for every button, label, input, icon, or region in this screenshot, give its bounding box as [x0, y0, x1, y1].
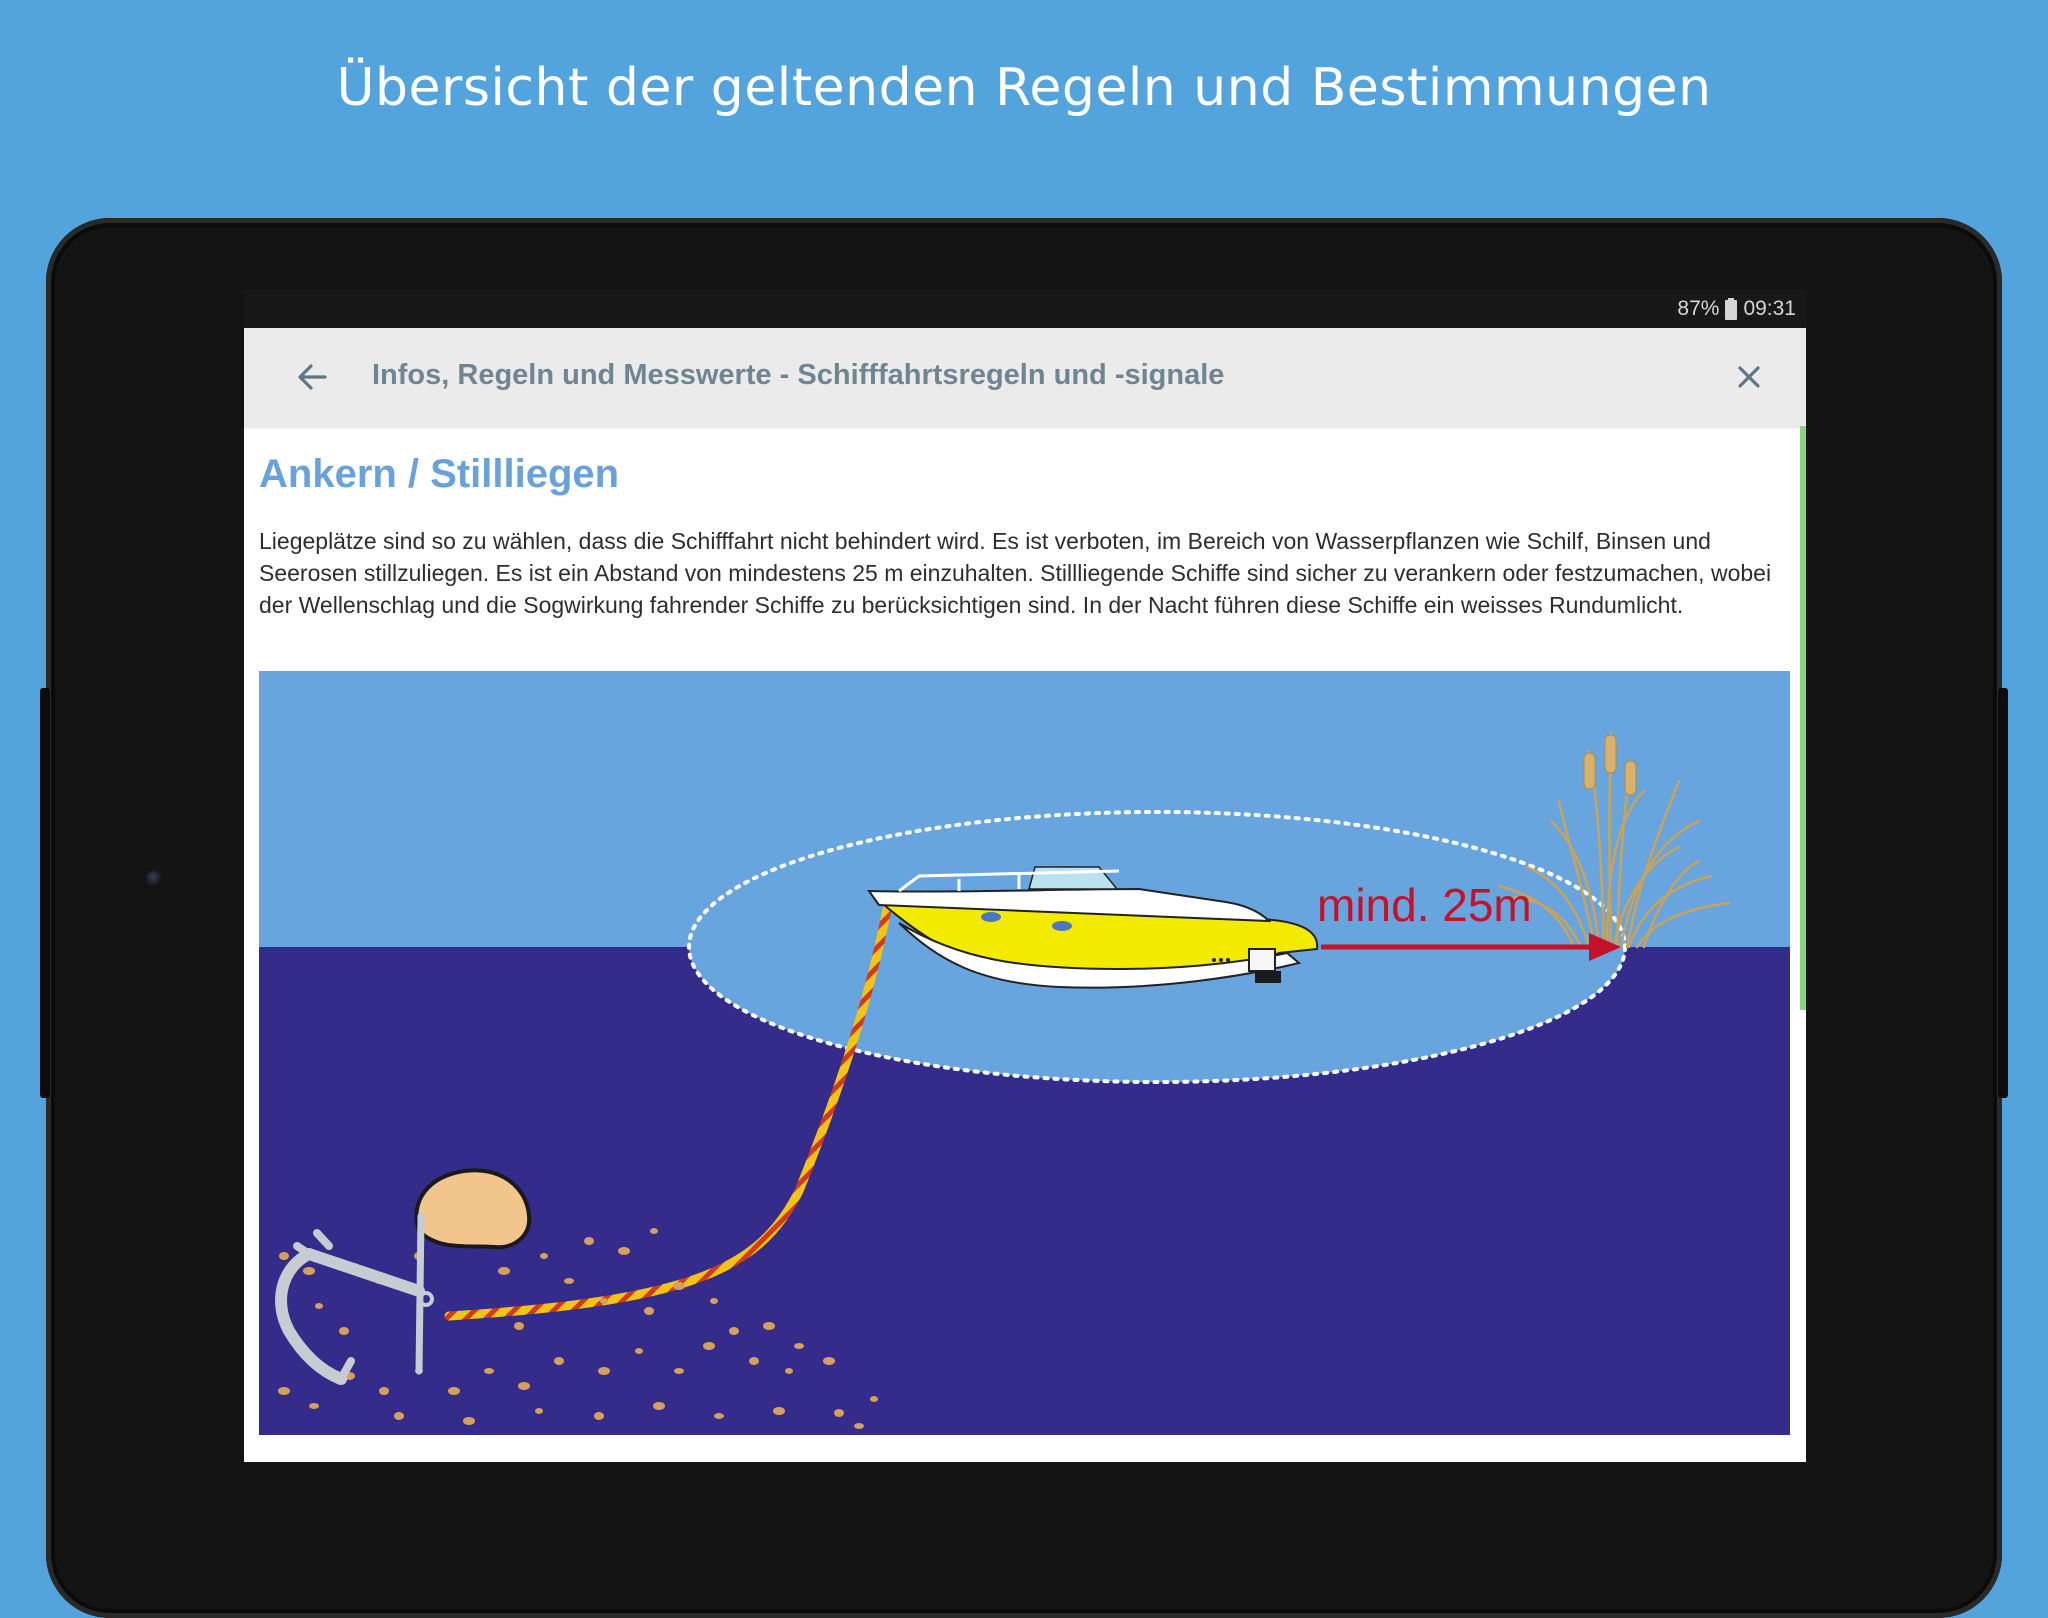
scroll-indicator[interactable]	[1800, 426, 1806, 1010]
close-button[interactable]	[1730, 358, 1768, 396]
clock: 09:31	[1743, 297, 1796, 320]
battery-percent: 87%	[1677, 297, 1720, 320]
volume-button	[40, 688, 50, 1098]
distance-label: mind. 25m	[1317, 879, 1532, 931]
article-title: Ankern / Stillliegen	[259, 452, 620, 496]
promo-headline: Übersicht der geltenden Regeln und Bestimmungen	[336, 58, 1712, 118]
seabed-rock	[416, 1170, 529, 1247]
app-bar-title: Infos, Regeln und Messwerte - Schifffahrtsregeln und -signale	[372, 359, 1225, 391]
front-camera	[146, 870, 164, 888]
close-icon	[1730, 358, 1768, 396]
device-screen	[244, 290, 1806, 1462]
arrow-left-icon	[292, 357, 332, 397]
power-button	[1998, 688, 2008, 1098]
battery-icon	[1725, 298, 1737, 320]
anchoring-illustration	[259, 671, 1790, 1435]
app-bar	[244, 328, 1806, 426]
status-bar	[244, 290, 1806, 328]
article-content[interactable]	[244, 426, 1806, 1462]
back-button[interactable]	[292, 357, 332, 397]
status-indicators	[1677, 297, 1796, 321]
article-body: Liegeplätze sind so zu wählen, dass die Schifffahrt nicht behindert wird. Es ist verboten, im Bereich von Wasserpflanzen wie Schilf, Binsen und Seerosen stillzuliegen. Es ist ein Abstand von mindestens 25 m einzuhalten. Stillliegende Schiffe sind sicher zu verankern oder festzumachen, wobei der Wellenschlag und die Sogwirkung fahrender Schiffe zu berücksichtigen sind. In der Nacht führen diese Schiffe ein weisses Rundumlicht.	[259, 528, 1772, 619]
